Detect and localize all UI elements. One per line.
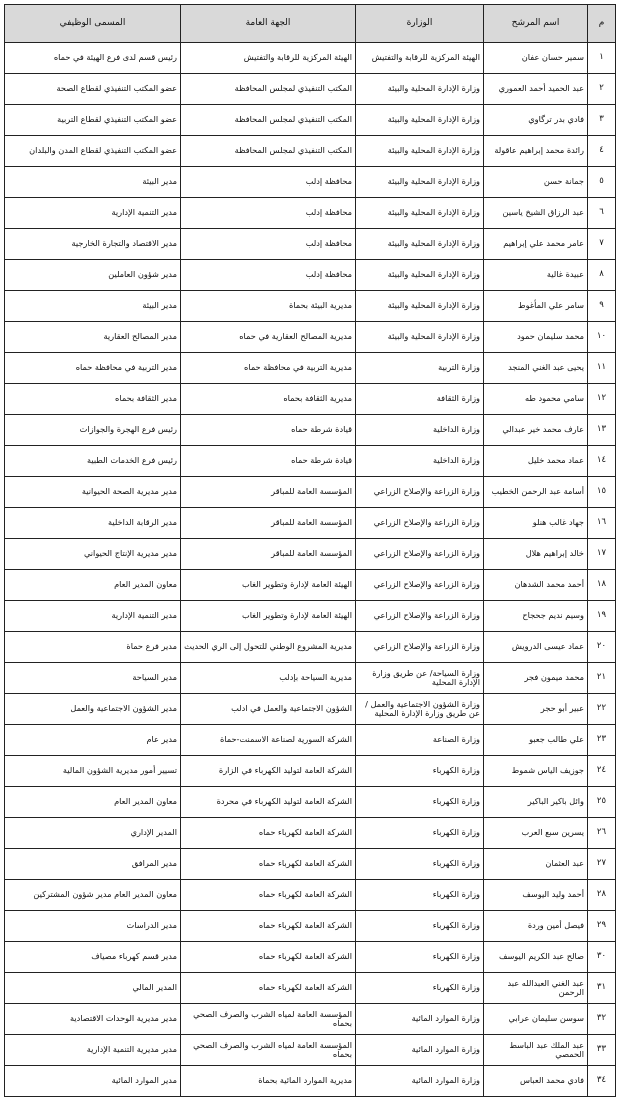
table-row — [5, 787, 616, 818]
cell-entity: الشركة العامة لكهرباء حماه — [181, 849, 356, 880]
cell-entity: المؤسسة العامة لمياه الشرب والصرف الصحي بحماه — [181, 1004, 356, 1035]
cell-entity: الشركة العامة لكهرباء حماه — [181, 973, 356, 1004]
cell-num: ٢٥ — [588, 787, 616, 818]
cell-position: مدير المرافق — [5, 849, 181, 880]
cell-entity: مديرية المصالح العقارية في حماه — [181, 322, 356, 353]
cell-ministry: وزارة الإدارة المحلية والبيئة — [356, 291, 484, 322]
cell-candidate-name: عبير أبو حجر — [484, 694, 588, 725]
cell-num: ١ — [588, 43, 616, 74]
header-ministry: الوزارة — [356, 5, 484, 43]
cell-num: ٣ — [588, 105, 616, 136]
cell-ministry: وزارة الصناعة — [356, 725, 484, 756]
header-entity: الجهة العامة — [181, 5, 356, 43]
cell-entity: محافظة إدلب — [181, 167, 356, 198]
cell-position: مدير مديرية التنمية الإدارية — [5, 1035, 181, 1066]
table-row — [5, 539, 616, 570]
cell-entity: المؤسسة العامة لمياه الشرب والصرف الصحي بحماه — [181, 1035, 356, 1066]
cell-candidate-name: عبد الغني العبدالله عبد الرحمن — [484, 973, 588, 1004]
cell-position: مدير قسم كهرباء مصياف — [5, 942, 181, 973]
cell-num: ٢ — [588, 74, 616, 105]
cell-ministry: وزارة الكهرباء — [356, 756, 484, 787]
cell-candidate-name: عارف محمد خير عبدالي — [484, 415, 588, 446]
cell-num: ١٨ — [588, 570, 616, 601]
cell-position: مدير الموارد المائية — [5, 1066, 181, 1097]
cell-candidate-name: جمانة حسن — [484, 167, 588, 198]
table-body — [5, 43, 616, 1097]
cell-position: مدير الدراسات — [5, 911, 181, 942]
cell-position: مدير المصالح العقارية — [5, 322, 181, 353]
cell-candidate-name: عبد العثمان — [484, 849, 588, 880]
table-row — [5, 632, 616, 663]
cell-candidate-name: سامر علي المأغوط — [484, 291, 588, 322]
cell-entity: الشركة العامة لكهرباء حماه — [181, 880, 356, 911]
cell-candidate-name: فادي محمد العباس — [484, 1066, 588, 1097]
cell-entity: الشركة العامة لكهرباء حماه — [181, 911, 356, 942]
table-row — [5, 353, 616, 384]
table-row — [5, 880, 616, 911]
cell-num: ٨ — [588, 260, 616, 291]
cell-num: ٢١ — [588, 663, 616, 694]
cell-candidate-name: خالد إبراهيم هلال — [484, 539, 588, 570]
cell-position: تسيير أمور مديرية الشؤون المالية — [5, 756, 181, 787]
cell-candidate-name: عبد الملك عبد الباسط الحمصي — [484, 1035, 588, 1066]
table-row — [5, 1004, 616, 1035]
cell-position: عضو المكتب التنفيذي لقطاع المدن والبلدان — [5, 136, 181, 167]
cell-num: ٣٠ — [588, 942, 616, 973]
cell-entity: مديرية المشروع الوطني للتحول إلى الري الحديث — [181, 632, 356, 663]
cell-ministry: وزارة الكهرباء — [356, 911, 484, 942]
header-name: اسم المرشح — [484, 5, 588, 43]
cell-ministry: وزارة الزراعة والإصلاح الزراعي — [356, 539, 484, 570]
cell-num: ٥ — [588, 167, 616, 198]
cell-candidate-name: يسرين سبع العرب — [484, 818, 588, 849]
cell-position: مدير السياحة — [5, 663, 181, 694]
table-row — [5, 446, 616, 477]
cell-position: مدير عام — [5, 725, 181, 756]
cell-ministry: وزارة الكهرباء — [356, 818, 484, 849]
cell-ministry: وزارة الكهرباء — [356, 973, 484, 1004]
cell-candidate-name: محمد ميمون فجر — [484, 663, 588, 694]
cell-num: ٢٤ — [588, 756, 616, 787]
cell-ministry: وزارة الكهرباء — [356, 849, 484, 880]
table-row — [5, 725, 616, 756]
cell-ministry: وزارة الموارد المائية — [356, 1035, 484, 1066]
table-row — [5, 136, 616, 167]
cell-num: ٣٤ — [588, 1066, 616, 1097]
cell-ministry: وزارة الثقافة — [356, 384, 484, 415]
cell-entity: المكتب التنفيذي لمجلس المحافظة — [181, 74, 356, 105]
cell-entity: الهيئة المركزية للرقابة والتفتيش — [181, 43, 356, 74]
cell-position: المدير المالي — [5, 973, 181, 1004]
cell-position: مدير شؤون العاملين — [5, 260, 181, 291]
cell-position: رئيس فرع الهجرة والجوازات — [5, 415, 181, 446]
cell-entity: المؤسسة العامة للمباقر — [181, 508, 356, 539]
cell-candidate-name: سامي محمود طه — [484, 384, 588, 415]
table-row — [5, 477, 616, 508]
cell-num: ١١ — [588, 353, 616, 384]
cell-position: مدير الاقتصاد والتجارة الخارجية — [5, 229, 181, 260]
cell-entity: المكتب التنفيذي لمجلس المحافظة — [181, 136, 356, 167]
cell-num: ١٢ — [588, 384, 616, 415]
cell-entity: الشركة العامة لتوليد الكهرباء في محردة — [181, 787, 356, 818]
cell-entity: قيادة شرطة حماه — [181, 446, 356, 477]
cell-candidate-name: عماد عيسى الدرويش — [484, 632, 588, 663]
cell-num: ١٩ — [588, 601, 616, 632]
cell-num: ١٧ — [588, 539, 616, 570]
cell-entity: الهيئة العامة لإدارة وتطوير الغاب — [181, 601, 356, 632]
cell-entity: مديرية الثقافة بحماه — [181, 384, 356, 415]
cell-candidate-name: فادي بدر ترگاوي — [484, 105, 588, 136]
cell-candidate-name: سوسن سليمان عرابي — [484, 1004, 588, 1035]
cell-position: مدير التنمية الإدارية — [5, 601, 181, 632]
cell-position: مدير البيئة — [5, 291, 181, 322]
cell-num: ٢٧ — [588, 849, 616, 880]
cell-num: ٢٦ — [588, 818, 616, 849]
cell-ministry: وزارة الداخلية — [356, 415, 484, 446]
table-row — [5, 229, 616, 260]
candidates-table — [4, 4, 616, 1097]
cell-position: معاون المدير العام مدير شؤون المشتركين — [5, 880, 181, 911]
cell-num: ١٥ — [588, 477, 616, 508]
cell-candidate-name: صالح عبد الكريم اليوسف — [484, 942, 588, 973]
document-page — [4, 4, 615, 1086]
cell-ministry: وزارة الإدارة المحلية والبيئة — [356, 260, 484, 291]
cell-ministry: وزارة الموارد المائية — [356, 1004, 484, 1035]
cell-num: ١٠ — [588, 322, 616, 353]
cell-num: ١٦ — [588, 508, 616, 539]
cell-num: ٢٠ — [588, 632, 616, 663]
cell-ministry: وزارة السياحة/ عن طريق وزارة الإدارة المحلية — [356, 663, 484, 694]
table-row — [5, 105, 616, 136]
cell-position: رئيس فرع الخدمات الطبية — [5, 446, 181, 477]
cell-position: عضو المكتب التنفيذي لقطاع التربية — [5, 105, 181, 136]
cell-entity: مديرية الموارد المائية بحماة — [181, 1066, 356, 1097]
cell-ministry: وزارة الشؤون الاجتماعية والعمل /عن طريق وزارة الإدارة المحلية — [356, 694, 484, 725]
cell-candidate-name: يحيى عبد الغني المنجد — [484, 353, 588, 384]
cell-num: ١٣ — [588, 415, 616, 446]
cell-position: مدير التربية في محافظة حماه — [5, 353, 181, 384]
cell-position: مدير الرقابة الداخلية — [5, 508, 181, 539]
cell-num: ٣٣ — [588, 1035, 616, 1066]
cell-entity: المكتب التنفيذي لمجلس المحافظة — [181, 105, 356, 136]
cell-num: ١٤ — [588, 446, 616, 477]
cell-ministry: وزارة الإدارة المحلية والبيئة — [356, 136, 484, 167]
table-header-row — [5, 5, 616, 43]
cell-candidate-name: أحمد وليد اليوسف — [484, 880, 588, 911]
cell-num: ٢٣ — [588, 725, 616, 756]
cell-position: معاون المدير العام — [5, 570, 181, 601]
table-row — [5, 1066, 616, 1097]
cell-candidate-name: علي طالب جعبو — [484, 725, 588, 756]
cell-candidate-name: أحمد محمد الشدهان — [484, 570, 588, 601]
cell-entity: محافظة إدلب — [181, 229, 356, 260]
table-row — [5, 43, 616, 74]
cell-ministry: وزارة الزراعة والإصلاح الزراعي — [356, 601, 484, 632]
cell-entity: المؤسسة العامة للمباقر — [181, 477, 356, 508]
cell-ministry: وزارة الزراعة والإصلاح الزراعي — [356, 570, 484, 601]
table-row — [5, 74, 616, 105]
cell-entity: محافظة إدلب — [181, 260, 356, 291]
cell-entity: محافظة إدلب — [181, 198, 356, 229]
cell-num: ٢٨ — [588, 880, 616, 911]
cell-entity: مديرية البيئة بحماة — [181, 291, 356, 322]
table-row — [5, 322, 616, 353]
cell-candidate-name: عامر محمد علي إبراهيم — [484, 229, 588, 260]
cell-num: ٢٢ — [588, 694, 616, 725]
cell-position: مدير التنمية الإدارية — [5, 198, 181, 229]
table-row — [5, 415, 616, 446]
cell-ministry: وزارة الزراعة والإصلاح الزراعي — [356, 477, 484, 508]
table-row — [5, 508, 616, 539]
cell-candidate-name: أسامة عبد الرحمن الخطيب — [484, 477, 588, 508]
cell-num: ٦ — [588, 198, 616, 229]
cell-entity: الشركة العامة لتوليد الكهرباء في الزارة — [181, 756, 356, 787]
cell-candidate-name: عبد الرزاق الشيخ ياسين — [484, 198, 588, 229]
cell-entity: قيادة شرطة حماه — [181, 415, 356, 446]
table-row — [5, 601, 616, 632]
cell-candidate-name: عبيدة غالية — [484, 260, 588, 291]
cell-ministry: وزارة الكهرباء — [356, 942, 484, 973]
cell-ministry: وزارة الإدارة المحلية والبيئة — [356, 74, 484, 105]
cell-num: ٢٩ — [588, 911, 616, 942]
cell-entity: الشركة العامة لكهرباء حماه — [181, 818, 356, 849]
cell-candidate-name: محمد سليمان حمود — [484, 322, 588, 353]
cell-position: عضو المكتب التنفيذي لقطاع الصحة — [5, 74, 181, 105]
table-row — [5, 756, 616, 787]
table-row — [5, 694, 616, 725]
cell-num: ٣١ — [588, 973, 616, 1004]
cell-candidate-name: فيصل أمين وردة — [484, 911, 588, 942]
cell-entity: الشركة السورية لصناعة الاسمنت-حماة — [181, 725, 356, 756]
cell-candidate-name: جوزيف الياس شموط — [484, 756, 588, 787]
cell-ministry: وزارة الداخلية — [356, 446, 484, 477]
table-row — [5, 167, 616, 198]
table-row — [5, 663, 616, 694]
cell-num: ٧ — [588, 229, 616, 260]
cell-ministry: الهيئة المركزية للرقابة والتفتيش — [356, 43, 484, 74]
cell-position: معاون المدير العام — [5, 787, 181, 818]
cell-ministry: وزارة الإدارة المحلية والبيئة — [356, 229, 484, 260]
cell-ministry: وزارة الموارد المائية — [356, 1066, 484, 1097]
cell-candidate-name: وسيم نديم جحجاح — [484, 601, 588, 632]
table-row — [5, 291, 616, 322]
cell-position: مدير البيئة — [5, 167, 181, 198]
cell-ministry: وزارة الإدارة المحلية والبيئة — [356, 198, 484, 229]
cell-position: مدير الثقافة بحماه — [5, 384, 181, 415]
cell-position: مدير الشؤون الاجتماعية والعمل — [5, 694, 181, 725]
cell-ministry: وزارة الزراعة والإصلاح الزراعي — [356, 508, 484, 539]
cell-num: ٣٢ — [588, 1004, 616, 1035]
cell-entity: مديرية السياحة بإدلب — [181, 663, 356, 694]
cell-position: مدير فرع حماة — [5, 632, 181, 663]
cell-candidate-name: عبد الحميد أحمد العموري — [484, 74, 588, 105]
cell-entity: الشؤون الاجتماعية والعمل في ادلب — [181, 694, 356, 725]
cell-candidate-name: جهاد غالب هنلو — [484, 508, 588, 539]
cell-ministry: وزارة الإدارة المحلية والبيئة — [356, 322, 484, 353]
table-row — [5, 570, 616, 601]
table-row — [5, 818, 616, 849]
cell-ministry: وزارة الإدارة المحلية والبيئة — [356, 167, 484, 198]
cell-candidate-name: عماد محمد خليل — [484, 446, 588, 477]
cell-num: ٤ — [588, 136, 616, 167]
cell-ministry: وزارة الإدارة المحلية والبيئة — [356, 105, 484, 136]
cell-entity: الشركة العامة لكهرباء حماه — [181, 942, 356, 973]
table-row — [5, 260, 616, 291]
cell-entity: مديرية التربية في محافظة حماه — [181, 353, 356, 384]
table-row — [5, 198, 616, 229]
cell-entity: الهيئة العامة لإدارة وتطوير الغاب — [181, 570, 356, 601]
header-position: المسمى الوظيفي — [5, 5, 181, 43]
cell-ministry: وزارة الكهرباء — [356, 880, 484, 911]
cell-position: مدير مديرية الوحدات الاقتصادية — [5, 1004, 181, 1035]
cell-candidate-name: رائدة محمد إبراهيم عاقولة — [484, 136, 588, 167]
table-row — [5, 384, 616, 415]
cell-ministry: وزارة الزراعة والإصلاح الزراعي — [356, 632, 484, 663]
cell-num: ٩ — [588, 291, 616, 322]
header-num: م — [588, 5, 616, 43]
cell-candidate-name: سمير حسان عفان — [484, 43, 588, 74]
table-row — [5, 942, 616, 973]
cell-position: مدير مديرية الإنتاج الحيواني — [5, 539, 181, 570]
table-row — [5, 849, 616, 880]
cell-ministry: وزارة الكهرباء — [356, 787, 484, 818]
cell-position: رئيس قسم لدى فرع الهيئة في حماه — [5, 43, 181, 74]
cell-position: المدير الإداري — [5, 818, 181, 849]
cell-position: مدير مديرية الصحة الحيوانية — [5, 477, 181, 508]
cell-candidate-name: وائل باكير الباكير — [484, 787, 588, 818]
cell-ministry: وزارة التربية — [356, 353, 484, 384]
table-row — [5, 973, 616, 1004]
table-row — [5, 911, 616, 942]
table-row — [5, 1035, 616, 1066]
cell-entity: المؤسسة العامة للمباقر — [181, 539, 356, 570]
